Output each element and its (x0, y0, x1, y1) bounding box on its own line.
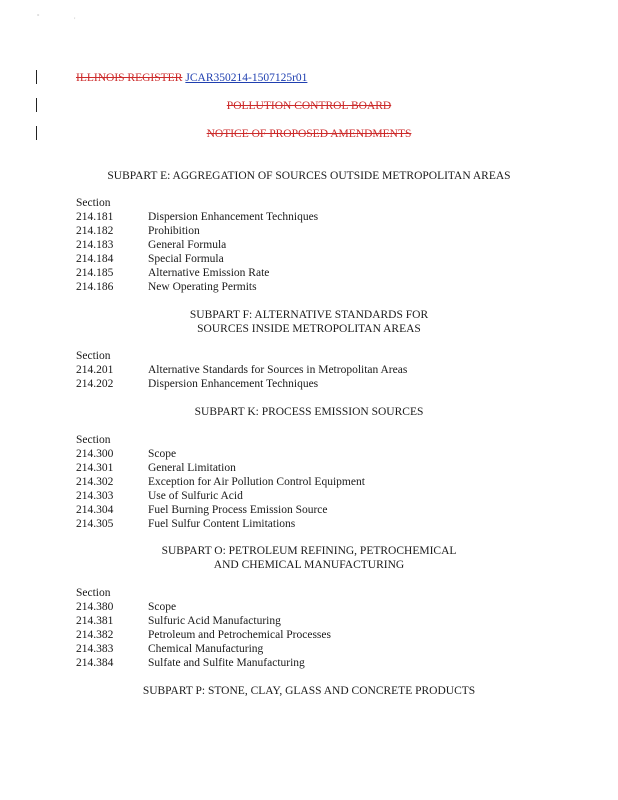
section-title: Alternative Standards for Sources in Metropolitan Areas (148, 364, 408, 376)
section-number: 214.301 (76, 462, 114, 474)
board-struck-text: POLLUTION CONTROL BOARD (226, 100, 392, 112)
revision-bar (36, 70, 37, 84)
section-row (76, 239, 226, 251)
section-number: 214.186 (76, 281, 114, 293)
section-number: 214.383 (76, 643, 114, 655)
section-row (76, 518, 295, 530)
section-row (76, 225, 200, 237)
section-row (76, 490, 243, 502)
section-number: 214.185 (76, 267, 114, 279)
section-row (76, 448, 176, 460)
section-row (76, 657, 305, 669)
section-number: 214.300 (76, 448, 114, 460)
subpart-p-title: SUBPART P: STONE, CLAY, GLASS AND CONCRETE PRODUCTS (142, 685, 476, 697)
section-number: 214.382 (76, 629, 114, 641)
section-number: 214.201 (76, 364, 114, 376)
board-header (0, 100, 618, 112)
subpart-k-title: SUBPART K: PROCESS EMISSION SOURCES (194, 406, 424, 418)
section-number: 214.302 (76, 476, 114, 488)
section-number: 214.304 (76, 504, 114, 516)
section-number: 214.182 (76, 225, 114, 237)
section-title: Chemical Manufacturing (148, 643, 264, 655)
section-number: 214.305 (76, 518, 114, 530)
section-title: General Limitation (148, 462, 236, 474)
section-title: Special Formula (148, 253, 224, 265)
section-label: Section (76, 350, 111, 362)
scan-mark: ° (37, 14, 40, 20)
section-number: 214.384 (76, 657, 114, 669)
section-row (76, 615, 281, 627)
scan-mark: , (74, 14, 76, 20)
subpart-f-title: SUBPART F: ALTERNATIVE STANDARDS FOR (189, 309, 429, 321)
section-row (76, 364, 407, 376)
section-row (76, 643, 263, 655)
section-row (76, 504, 328, 516)
section-title: General Formula (148, 239, 227, 251)
section-title: Scope (148, 601, 177, 613)
section-row (76, 462, 236, 474)
section-label: Section (76, 587, 111, 599)
section-title: Fuel Sulfur Content Limitations (148, 518, 296, 530)
section-row (76, 253, 224, 265)
section-title: Sulfate and Sulfite Manufacturing (148, 657, 305, 669)
subpart-f-title-line2: SOURCES INSIDE METROPOLITAN AREAS (197, 323, 421, 335)
section-title: Dispersion Enhancement Techniques (148, 378, 319, 390)
section-row (76, 267, 269, 279)
section-row (76, 378, 318, 390)
register-struck-text: ILLINOIS REGISTER (76, 72, 183, 84)
section-title: Sulfuric Acid Manufacturing (148, 615, 281, 627)
section-number: 214.380 (76, 601, 114, 613)
section-number: 214.184 (76, 253, 114, 265)
section-number: 214.181 (76, 211, 114, 223)
notice-header (0, 128, 618, 140)
section-title: Petroleum and Petrochemical Processes (148, 629, 331, 641)
section-row (76, 476, 365, 488)
register-inserted-text: JCAR350214-1507125r01 (185, 72, 308, 84)
section-title: Dispersion Enhancement Techniques (148, 211, 319, 223)
section-title: Fuel Burning Process Emission Source (148, 504, 328, 516)
section-title: Exception for Air Pollution Control Equipment (148, 476, 365, 488)
section-title: Alternative Emission Rate (148, 267, 270, 279)
section-title: Prohibition (148, 225, 200, 237)
section-row (76, 281, 257, 293)
subpart-o-title: SUBPART O: PETROLEUM REFINING, PETROCHEMICAL (161, 545, 457, 557)
section-label: Section (76, 434, 111, 446)
notice-struck-text: NOTICE OF PROPOSED AMENDMENTS (206, 128, 412, 140)
section-title: New Operating Permits (148, 281, 257, 293)
section-title: Use of Sulfuric Acid (148, 490, 243, 502)
section-row (76, 211, 318, 223)
section-number: 214.381 (76, 615, 114, 627)
section-number: 214.303 (76, 490, 114, 502)
subpart-o-title-line2: AND CHEMICAL MANUFACTURING (213, 559, 405, 571)
section-title: Scope (148, 448, 177, 460)
subpart-e-title: SUBPART E: AGGREGATION OF SOURCES OUTSIDE METROPOLITAN AREAS (107, 170, 511, 182)
section-number: 214.183 (76, 239, 114, 251)
register-header (76, 72, 307, 84)
section-label: Section (76, 197, 111, 209)
section-number: 214.202 (76, 378, 114, 390)
section-row (76, 601, 176, 613)
section-row (76, 629, 331, 641)
